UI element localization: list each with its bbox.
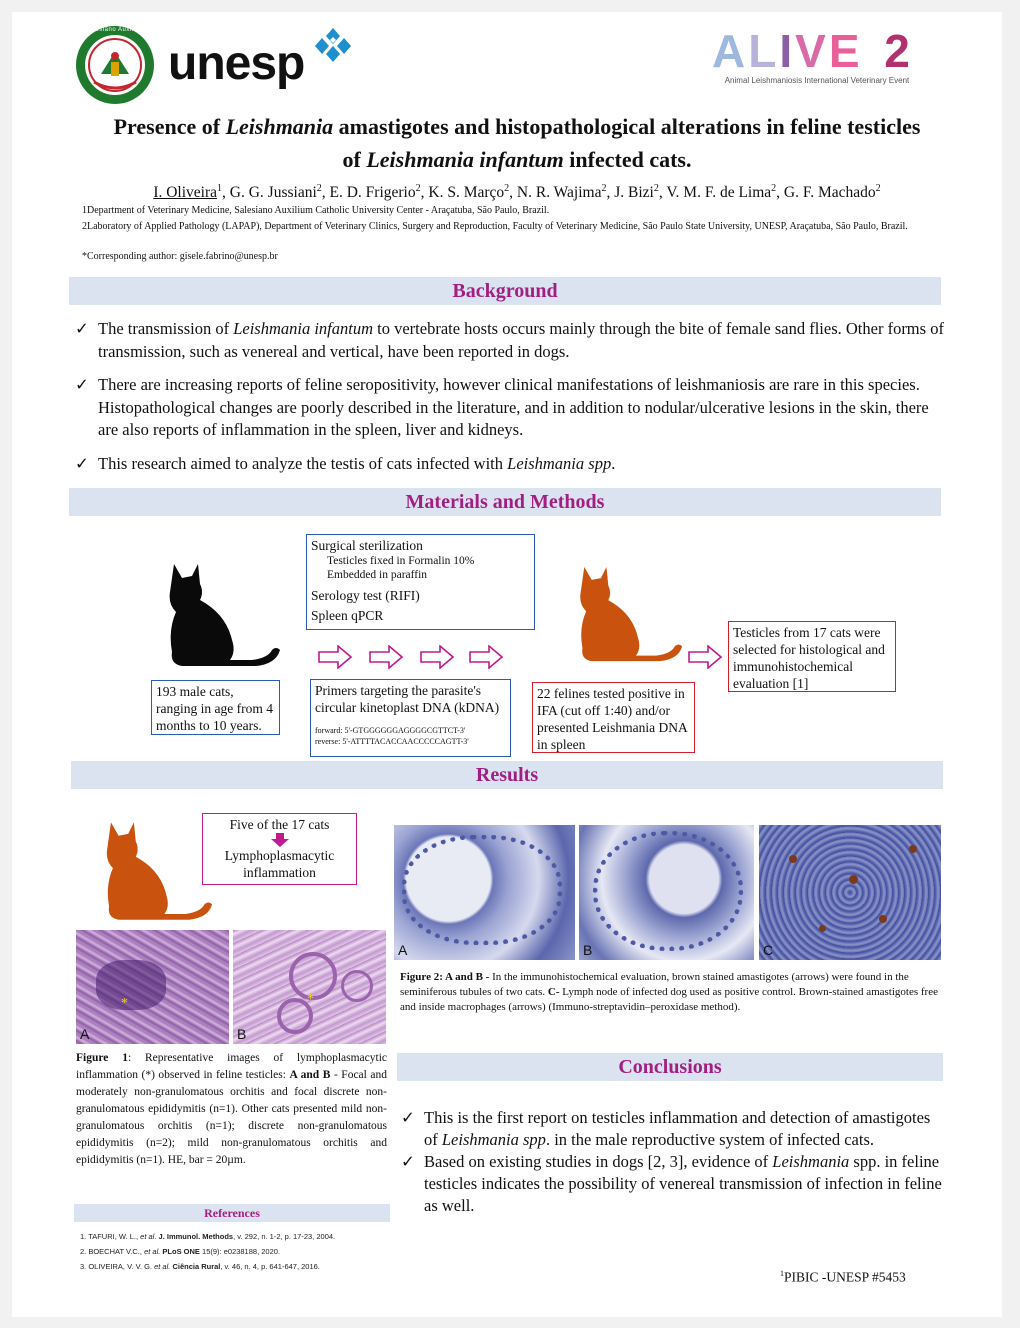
figure-2b-image: B (579, 825, 754, 960)
affiliation-2: 2Laboratory of Applied Pathology (LAPAP), Department of Veterinary Clinics, Surgery and Reproduction, Faculty of Veterinary Medicine, São Paulo State University, UNESP, Araçatuba, São Paulo, Brazil. (82, 221, 908, 232)
check-icon: ✓ (401, 1108, 415, 1127)
author-name: I. Oliveira (153, 184, 218, 202)
author-name: G. F. Machado (783, 184, 876, 202)
author-name: E. D. Frigerio (329, 184, 416, 202)
flow-arrow-icon (420, 645, 454, 669)
author-list: I. Oliveira$^1$, G. G. Jussiani$^2$, E. D. Frigerio$^2$, K. S. Março$^2$, N. R. Wajima$^2$, J. Bizi$^2$, V. M. F. de Lima$^2$, G. F. Machado$^2$ (153, 183, 881, 202)
flow-arrow-icon (688, 645, 722, 669)
check-icon: ✓ (75, 319, 89, 338)
alive2-logo: ALIVE 2 (712, 25, 913, 77)
seal-ring-text: Salesiano Auxilium (85, 27, 145, 33)
poster (12, 12, 1002, 1317)
figure-1-caption: Figure 1: Representative images of lymphoplasmacytic inflammation (*) observed in feline testicles: A and B - Focal and moderately non-granulomatous orchitis and focal discrete non-granulomatous epididymitis (n=1). Other cats presented mild non-granulomatous orchitis (n=1); discrete non-granulomatous epididymitis (n=2); mild non-granulomatous orchitis and epididymitis (n=1). HE, bar = 20µm. (76, 1052, 387, 1166)
author-affiliation-mark: 1 (217, 183, 223, 194)
background-bullet-1: ✓ The transmission of Leishmania infantum to vertebrate hosts occurs mainly through the bite of female sand flies. Other forms of transmission, such as venereal and vertical, have been reported in dogs. (75, 319, 944, 361)
conclusions-heading: Conclusions (397, 1053, 943, 1081)
flow-arrow-icon (369, 645, 403, 669)
figure-1a-image: * A (76, 930, 229, 1044)
orange-cat-icon (90, 816, 214, 928)
poster-title (52, 110, 982, 176)
check-icon: ✓ (401, 1152, 415, 1171)
author-affiliation-mark: 2 (653, 183, 659, 194)
cats-sample-box: 193 male cats, ranging in age from 4 months to 10 years. (151, 680, 280, 735)
author-affiliation-mark: 2 (415, 183, 421, 194)
references-heading: References (74, 1204, 390, 1222)
procedures-box: Surgical sterilization Testicles fixed in Formalin 10% Embedded in paraffin Serology test (RIFI) Spleen qPCR (306, 534, 535, 630)
author-affiliation-mark: 2 (316, 183, 322, 194)
title-line-2: of Leishmania infantum infected cats. (342, 147, 692, 172)
reference-item: 1. TAFURI, W. L., et al. J. Immunol. Methods, v. 292, n. 1-2, p. 17-23, 2004. (80, 1232, 336, 1241)
unesp-wordmark: unesp (168, 37, 305, 90)
affiliation-1: 1Department of Veterinary Medicine, Salesiano Auxilium Catholic University Center - Araçatuba, São Paulo, Brazil. (82, 205, 550, 216)
reference-item: 2. BOECHAT V.C., et al. PLoS ONE 15(9): e0238188, 2020. (80, 1247, 281, 1256)
selected-testicles-box: Testicles from 17 cats were selected for histological and immunohistochemical evaluation [1] (728, 621, 896, 692)
background-heading: Background (69, 277, 941, 305)
flow-arrow-icon (318, 645, 352, 669)
figure-2c-image: C (759, 825, 941, 960)
author-name: J. Bizi (614, 184, 654, 202)
positive-cats-box: 22 felines tested positive in IFA (cut off 1:40) and/or presented Leishmania DNA in spleen (532, 682, 695, 753)
background-bullet-2: ✓ There are increasing reports of feline seropositivity, however clinical manifestations of leishmaniosis are rare in this species. Histopathological changes are poorly described in the literature, and in addition to nodular/ulcerative lesions in the skin, there are also reports of inflammation in the spleen, liver and kidneys. (75, 375, 929, 439)
author-name: N. R. Wajima (516, 184, 602, 202)
alive2-subtitle: Animal Leishmaniosis International Veterinary Event (724, 76, 910, 85)
conclusions-bullets (396, 1107, 948, 1228)
check-icon: ✓ (75, 375, 89, 394)
down-arrow-icon (271, 833, 289, 847)
author-affiliation-mark: 2 (601, 183, 607, 194)
background-bullets (70, 318, 945, 486)
figure-2-caption: Figure 2: A and B - In the immunohistochemical evaluation, brown stained amastigotes (arrows) were found in the seminiferous tubules of two cats. C- Lymph node of infected dog used as positive control. Brown-stained amastigotes free and inside macrophages (arrows) (Immuno-streptavidin–peroxidase method). (400, 971, 938, 1013)
background-bullet-3: ✓ This research aimed to analyze the testis of cats infected with Leishmania spp. (70, 453, 945, 476)
funding-footer: $^1$PIBIC -UNESP #5453 (780, 1269, 906, 1285)
author-affiliation-mark: 2 (771, 183, 777, 194)
reference-item: 3. OLIVEIRA, V. V. G. et al. Ciência Rural, v. 46, n. 4, p. 641-647, 2016. (80, 1262, 320, 1271)
figure-2a-image: A (394, 825, 575, 960)
conclusion-bullet-2: ✓ Based on existing studies in dogs [2, 3], evidence of Leishmania spp. in feline testicles indicates the possibility of venereal transmission of infection in feline as well. (401, 1152, 942, 1215)
author-name: V. M. F. de Lima (666, 184, 772, 202)
author-affiliation-mark: 2 (875, 183, 881, 194)
flow-arrow-icon (469, 645, 503, 669)
orange-cat-icon (564, 562, 684, 668)
author-name: G. G. Jussiani (229, 184, 317, 202)
corresponding-author: *Corresponding author: gisele.fabrino@unesp.br (82, 251, 278, 262)
primers-box: Primers targeting the parasite's circular kinetoplast DNA (kDNA) forward: 5'-GTGGGGGGAGGGGCGTTCT-3' reverse: 5'-ATTTTACACCAACCCCCAGTT-3' (310, 679, 511, 757)
author-name: K. S. Março (428, 184, 505, 202)
figure-1b-image: * B (233, 930, 386, 1044)
references-list (80, 1229, 390, 1274)
author-affiliation-mark: 2 (504, 183, 510, 194)
check-icon: ✓ (75, 453, 89, 473)
results-heading: Results (71, 761, 943, 789)
unesp-diamond-icon (312, 26, 354, 66)
black-cat-icon (152, 560, 282, 672)
conclusion-bullet-1: ✓ This is the first report on testicles inflammation and detection of amastigotes of Leishmania spp. in the male reproductive system of infected cats. (401, 1108, 931, 1149)
methods-heading: Materials and Methods (69, 488, 941, 516)
inflammation-box: Five of the 17 cats Lymphoplasmacytic inflammation (202, 813, 357, 885)
title-line-1: Presence of Leishmania amastigotes and histopathological alterations in feline testicles (113, 114, 921, 139)
